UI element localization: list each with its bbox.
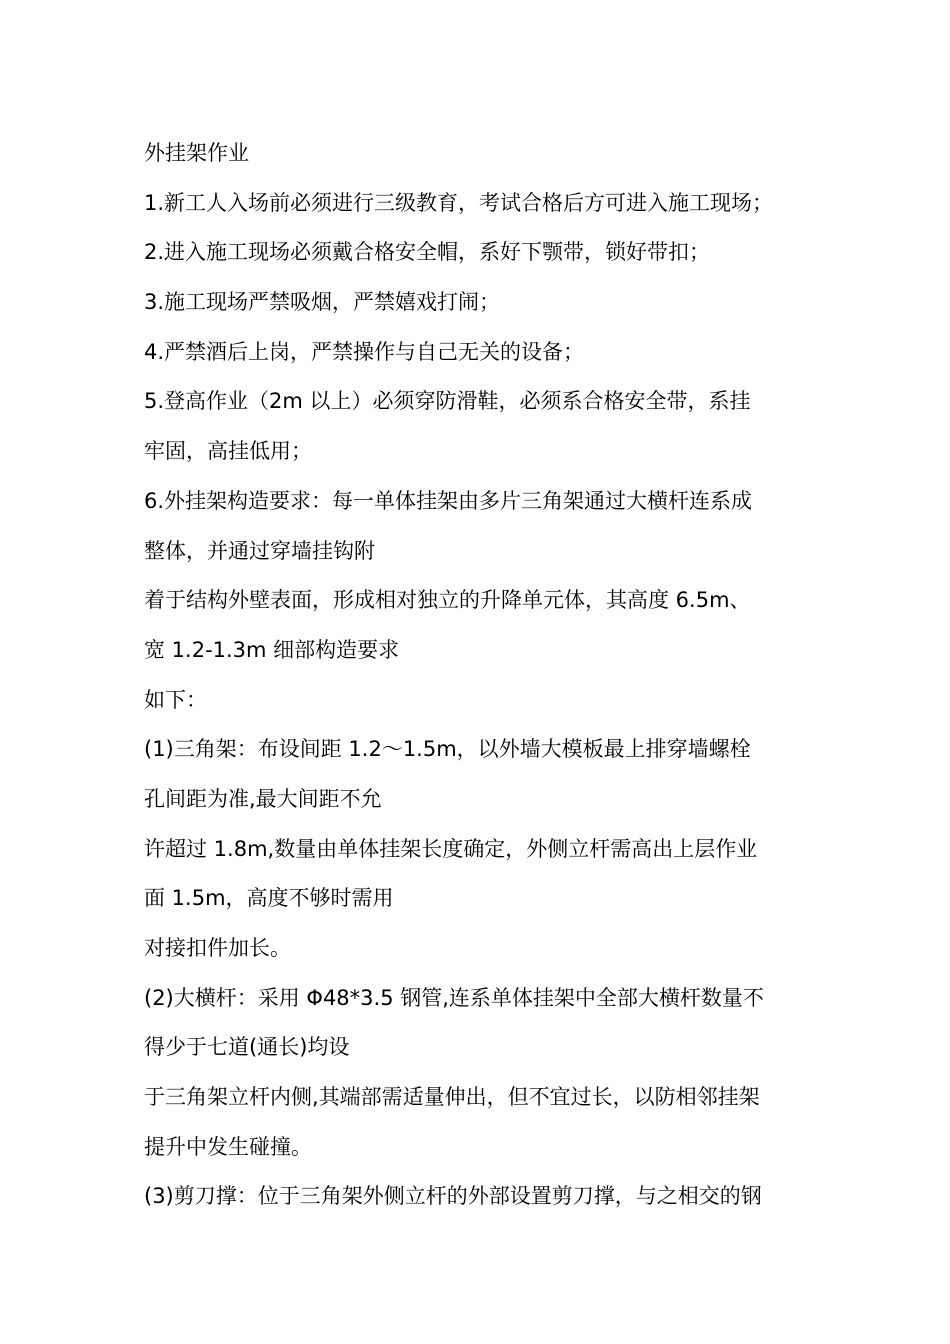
paragraph-line: 5.登高作业（2m 以上）必须穿防滑鞋，必须系合格安全带，系挂 bbox=[144, 389, 751, 414]
document-body bbox=[144, 129, 816, 1222]
paragraph-line: 整体，并通过穿墙挂钩附 bbox=[144, 538, 375, 563]
document-title: 外挂架作业 bbox=[144, 141, 249, 165]
paragraph-line: 提升中发生碰撞。 bbox=[144, 1134, 312, 1159]
paragraph-line: 孔间距为准,最大间距不允 bbox=[144, 786, 382, 811]
paragraph-line: 4.严禁酒后上岗，严禁操作与自己无关的设备； bbox=[144, 339, 585, 364]
paragraph-line: 得少于七道(通长)均设 bbox=[144, 1035, 350, 1060]
paragraph-line: 着于结构外壁表面，形成相对独立的升降单元体，其高度 6.5m、 bbox=[144, 588, 751, 613]
paragraph-line: 1.新工人入场前必须进行三级教育，考试合格后方可进入施工现场； bbox=[144, 190, 774, 215]
paragraph-line: 3.施工现场严禁吸烟，严禁嬉戏打闹； bbox=[144, 290, 501, 315]
paragraph-line: (1)三角架：布设间距 1.2～1.5m，以外墙大模板最上排穿墙螺栓 bbox=[144, 737, 751, 762]
paragraph-line: 对接扣件加长。 bbox=[144, 936, 291, 960]
paragraph-line: 如下： bbox=[144, 687, 207, 712]
paragraph-line: 许超过 1.8m,数量由单体挂架长度确定，外侧立杆需高出上层作业 bbox=[144, 836, 758, 861]
paragraph-line: (3)剪刀撑：位于三角架外侧立杆的外部设置剪刀撑，与之相交的钢 bbox=[144, 1184, 762, 1209]
paragraph-line: 宽 1.2-1.3m 细部构造要求 bbox=[144, 637, 400, 662]
paragraph-line: 6.外挂架构造要求：每一单体挂架由多片三角架通过大横杆连系成 bbox=[144, 488, 753, 513]
paragraph-line: 牢固，高挂低用； bbox=[144, 439, 312, 464]
paragraph-line: 2.进入施工现场必须戴合格安全帽，系好下颚带，锁好带扣； bbox=[144, 240, 711, 265]
paragraph-line: 面 1.5m，高度不够时需用 bbox=[144, 886, 394, 911]
paragraph-line: (2)大横杆：采用 Φ48*3.5 钢管,连系单体挂架中全部大横杆数量不 bbox=[144, 985, 764, 1010]
paragraph-line: 于三角架立杆内侧,其端部需适量伸出，但不宜过长，以防相邻挂架 bbox=[144, 1085, 760, 1110]
